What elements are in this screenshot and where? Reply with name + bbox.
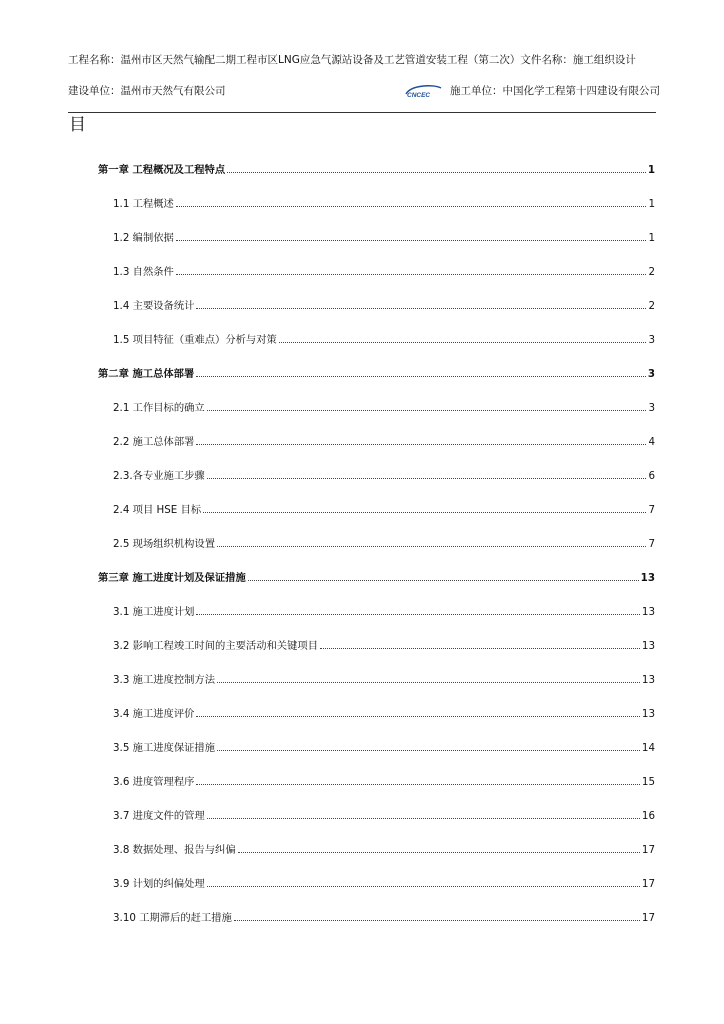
toc-page-number: 15	[641, 776, 655, 788]
toc-dot-leader	[176, 274, 647, 275]
toc-dot-leader	[217, 546, 646, 547]
toc-entry-label: 3.7 进度文件的管理	[113, 810, 205, 822]
toc-page-number: 1	[647, 164, 655, 176]
toc-section-entry[interactable]	[113, 877, 655, 891]
toc-dot-leader	[196, 376, 646, 377]
toc-page-number: 17	[641, 912, 655, 924]
toc-dot-leader	[227, 172, 646, 173]
toc-dot-leader	[248, 580, 639, 581]
toc-page-number: 6	[648, 470, 655, 482]
toc-dot-leader	[207, 818, 640, 819]
toc-entry-label: 2.1 工作目标的确立	[113, 402, 205, 414]
toc-page-number: 16	[641, 810, 655, 822]
toc-page-number: 13	[640, 572, 655, 584]
toc-section-entry[interactable]	[113, 265, 655, 279]
toc-section-entry[interactable]	[113, 605, 655, 619]
toc-section-entry[interactable]	[113, 537, 655, 551]
toc-dot-leader	[203, 512, 646, 513]
toc-dot-leader	[207, 478, 647, 479]
toc-section-entry[interactable]	[113, 231, 655, 245]
toc-dot-leader	[217, 682, 640, 683]
toc-page-number: 14	[641, 742, 655, 754]
toc-dot-leader	[217, 750, 640, 751]
toc-entry-label: 1.5 项目特征（重难点）分析与对策	[113, 334, 277, 346]
header-project-name: 工程名称：温州市区天然气输配二期工程市区LNG应急气源站设备及工艺管道安装工程（第二次）文件名称：施工组织设计	[68, 54, 636, 66]
toc-dot-leader	[234, 920, 640, 921]
toc-section-entry[interactable]	[113, 401, 655, 415]
toc-section-entry[interactable]	[113, 673, 655, 687]
header-contractor-unit: 施工单位：中国化学工程第十四建设有限公司	[450, 85, 660, 97]
toc-dot-leader	[176, 206, 647, 207]
header-divider	[68, 112, 656, 113]
toc-page-number: 2	[648, 266, 655, 278]
toc-entry-label: 1.2 编制依据	[113, 232, 174, 244]
toc-dot-leader	[279, 342, 647, 343]
toc-section-entry[interactable]	[113, 707, 655, 721]
toc-section-entry[interactable]	[113, 299, 655, 313]
toc-dot-leader	[196, 444, 646, 445]
toc-dot-leader	[196, 716, 639, 717]
toc-entry-label: 第二章 施工总体部署	[98, 368, 195, 380]
toc-chapter-entry[interactable]	[98, 367, 655, 381]
toc-page-number: 13	[641, 640, 655, 652]
toc-title: 目	[69, 115, 86, 135]
toc-entry-label: 2.3.各专业施工步骤	[113, 470, 205, 482]
toc-dot-leader	[196, 614, 639, 615]
toc-section-entry[interactable]	[113, 911, 655, 925]
logo-text: CNCEC	[407, 92, 431, 99]
toc-dot-leader	[176, 240, 647, 241]
company-logo	[403, 83, 443, 99]
toc-page-number: 1	[648, 232, 655, 244]
toc-entry-label: 3.9 计划的纠偏处理	[113, 878, 205, 890]
toc-entry-label: 第三章 施工进度计划及保证措施	[98, 572, 246, 584]
toc-page-number: 13	[641, 606, 655, 618]
toc-entry-label: 3.2 影响工程竣工时间的主要活动和关键项目	[113, 640, 318, 652]
toc-section-entry[interactable]	[113, 775, 655, 789]
toc-page-number: 7	[648, 538, 655, 550]
toc-entry-label: 3.4 施工进度评价	[113, 708, 195, 720]
toc-section-entry[interactable]	[113, 333, 655, 347]
toc-entry-label: 3.8 数据处理、报告与纠偏	[113, 844, 236, 856]
toc-section-entry[interactable]	[113, 639, 655, 653]
header-client-unit: 建设单位：温州市天然气有限公司	[68, 85, 226, 97]
toc-page-number: 3	[647, 368, 655, 380]
toc-section-entry[interactable]	[113, 197, 655, 211]
toc-page-number: 1	[648, 198, 655, 210]
toc-entry-label: 1.1 工程概述	[113, 198, 174, 210]
toc-section-entry[interactable]	[113, 843, 655, 857]
toc-entry-label: 1.3 自然条件	[113, 266, 174, 278]
toc-page-number: 17	[641, 878, 655, 890]
toc-entry-label: 2.4 项目 HSE 目标	[113, 504, 202, 516]
toc-page-number: 7	[648, 504, 655, 516]
toc-section-entry[interactable]	[113, 435, 655, 449]
toc-entry-label: 1.4 主要设备统计	[113, 300, 195, 312]
toc-section-entry[interactable]	[113, 469, 655, 483]
toc-entry-label: 3.6 进度管理程序	[113, 776, 195, 788]
toc-page-number: 13	[641, 708, 655, 720]
toc-entry-label: 2.2 施工总体部署	[113, 436, 195, 448]
toc-page-number: 3	[648, 402, 655, 414]
toc-entry-label: 3.10 工期滞后的赶工措施	[113, 912, 232, 924]
toc-dot-leader	[238, 852, 640, 853]
toc-page-number: 4	[648, 436, 655, 448]
toc-section-entry[interactable]	[113, 809, 655, 823]
toc-dot-leader	[207, 886, 640, 887]
toc-dot-leader	[196, 308, 646, 309]
toc-chapter-entry[interactable]	[98, 163, 655, 177]
toc-dot-leader	[320, 648, 640, 649]
toc-section-entry[interactable]	[113, 503, 655, 517]
toc-entry-label: 3.3 施工进度控制方法	[113, 674, 216, 686]
toc-page-number: 17	[641, 844, 655, 856]
toc-section-entry[interactable]	[113, 741, 655, 755]
toc-entry-label: 第一章 工程概况及工程特点	[98, 164, 226, 176]
toc-page-number: 13	[641, 674, 655, 686]
toc-entry-label: 3.1 施工进度计划	[113, 606, 195, 618]
toc-entry-label: 2.5 现场组织机构设置	[113, 538, 216, 550]
toc-entry-label: 3.5 施工进度保证措施	[113, 742, 216, 754]
toc-dot-leader	[207, 410, 647, 411]
toc-page-number: 3	[648, 334, 655, 346]
toc-chapter-entry[interactable]	[98, 571, 655, 585]
toc-page-number: 2	[648, 300, 655, 312]
toc-dot-leader	[196, 784, 639, 785]
